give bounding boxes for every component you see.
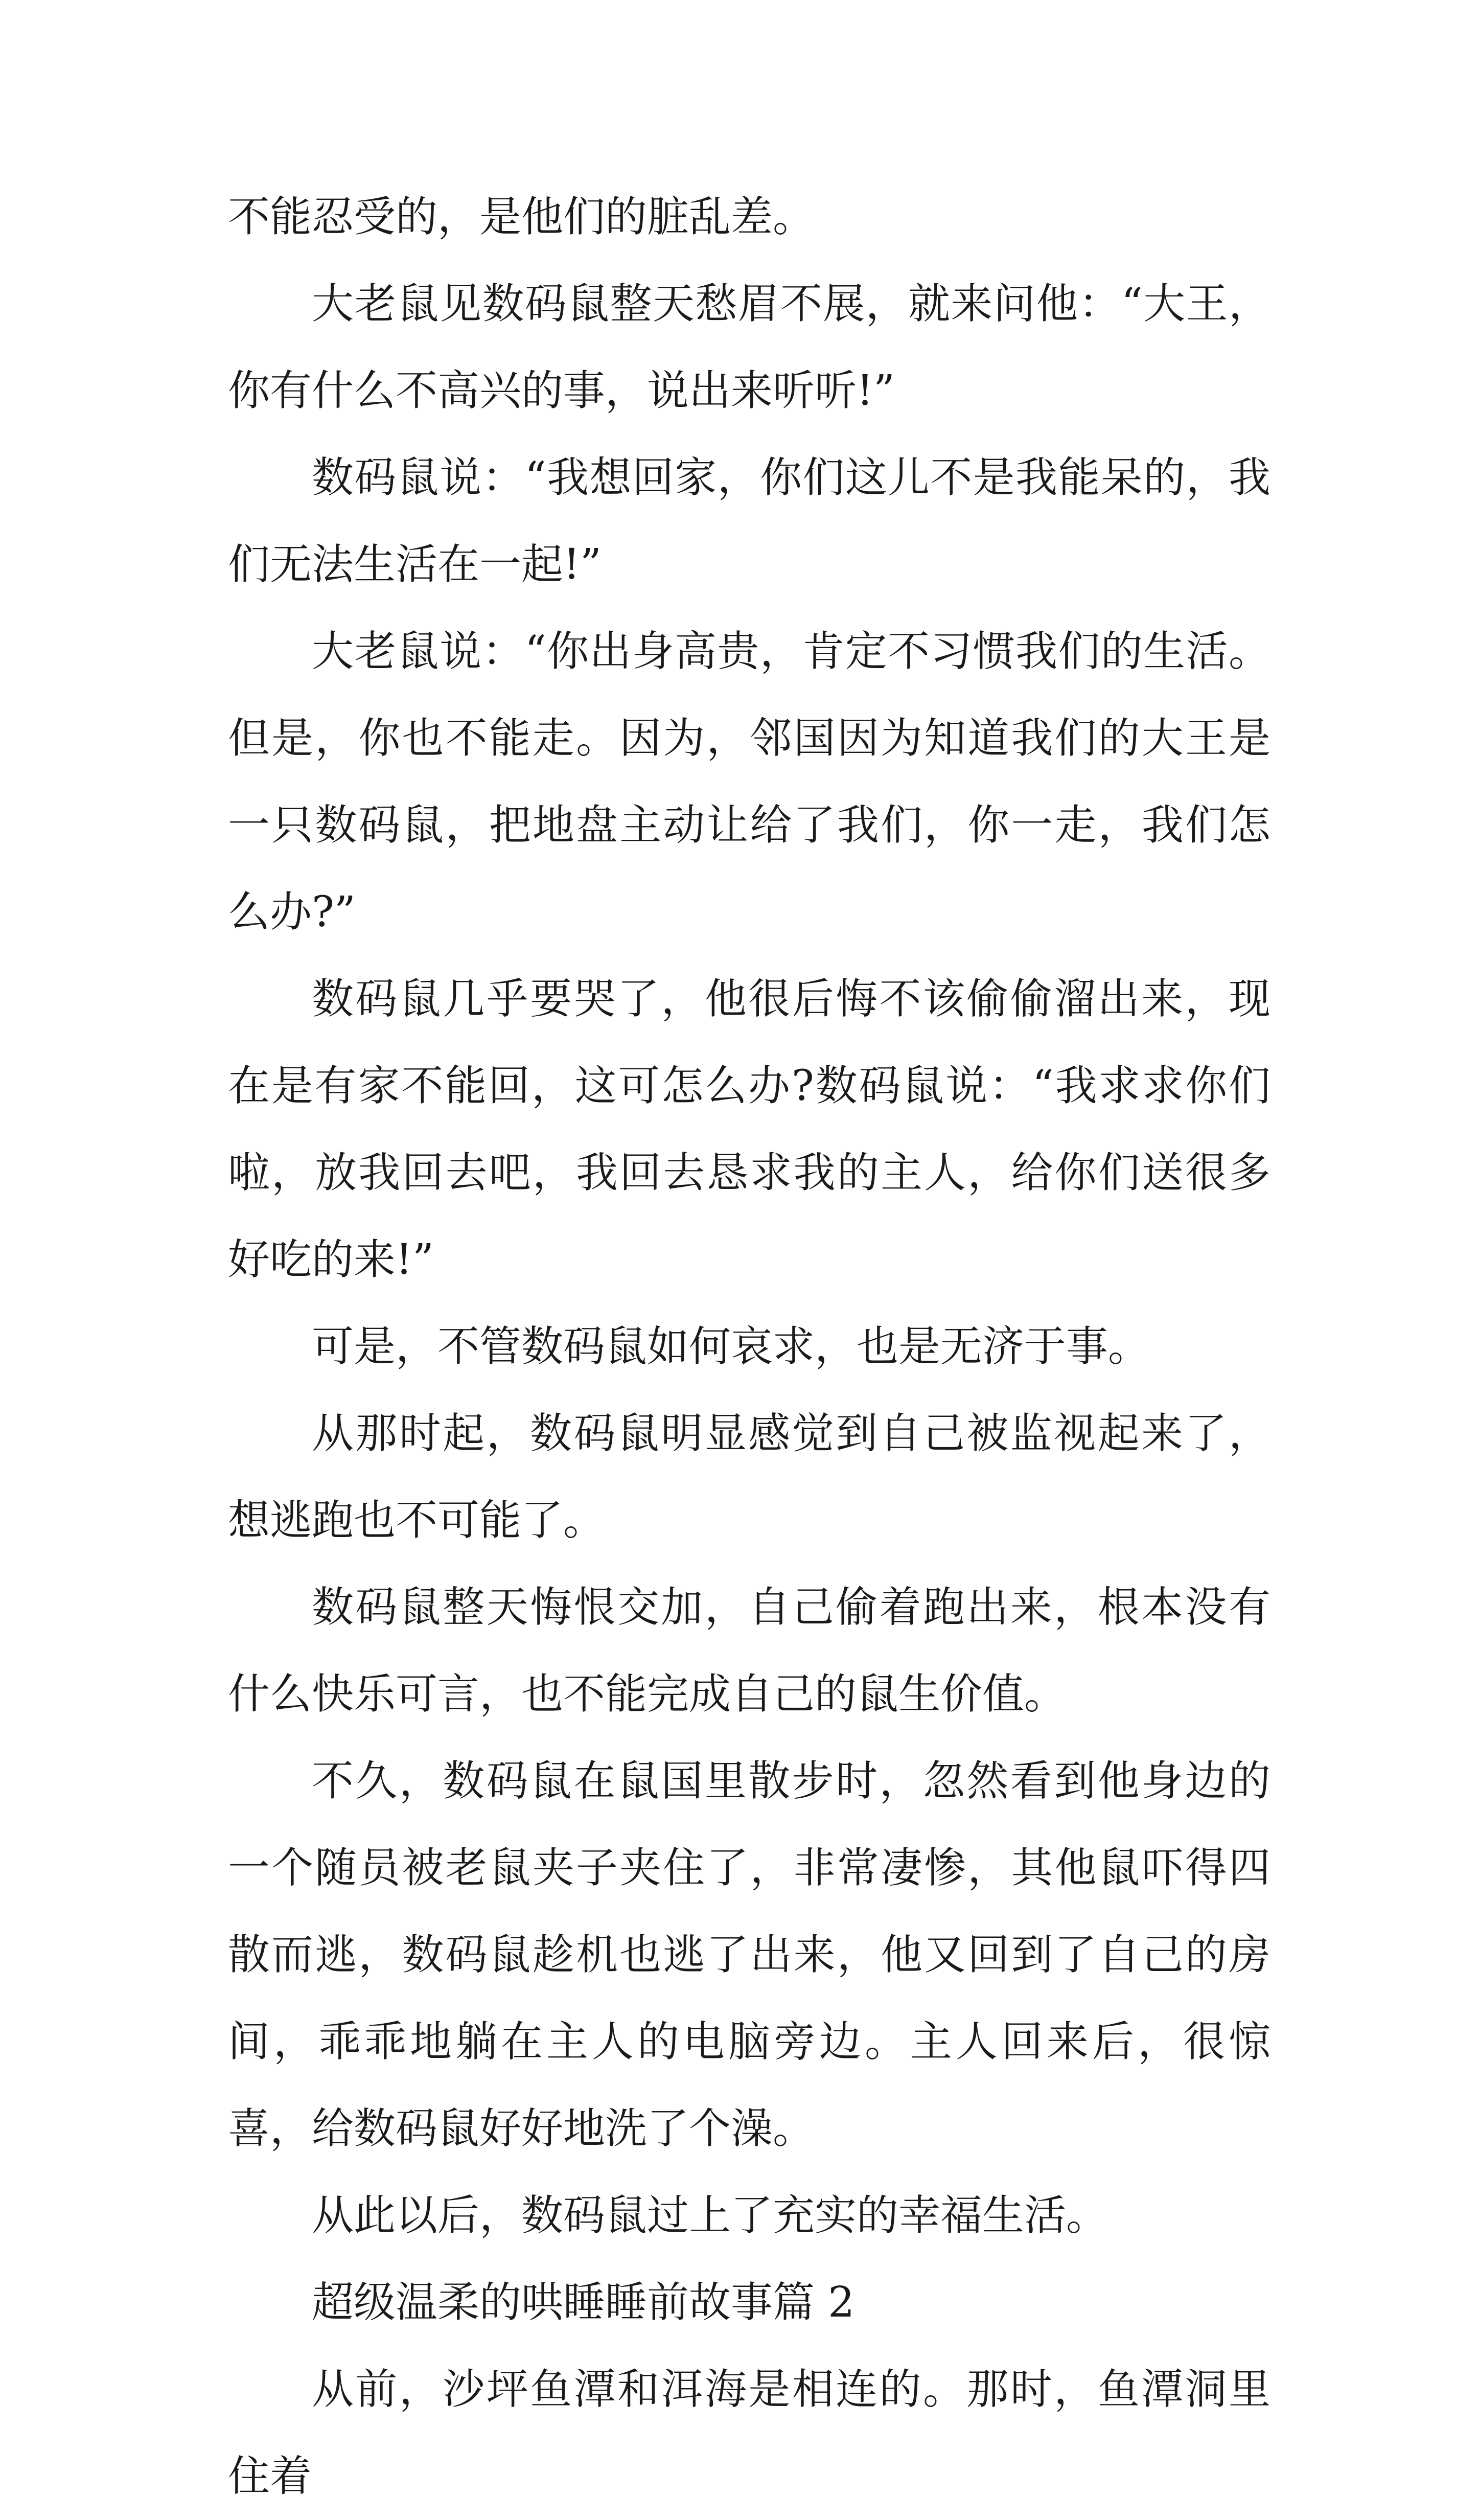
paragraph: 从此以后，数码鼠过上了充实的幸福生活。 [312, 2191, 1108, 2240]
section-heading: 超级温柔的哄睡睡前故事篇 2 [312, 2278, 855, 2327]
paragraph: 数码鼠几乎要哭了，他很后悔不该偷偷溜出来，现在是有家不能回，这可怎么办?数码鼠说：“我求求你们啦，放我回去吧，我回去恳求我的主人，给你们送很多好吃的来!” [228, 975, 1270, 1284]
paragraph: 从那时起，数码鼠明显感觉到自己被监视起来了，想逃跑也不可能了。 [228, 1409, 1270, 1545]
paragraph: 数码鼠整天悔恨交加，自己偷着跑出来，根本没有什么快乐可言，也不能完成自己的鼠生价值。 [228, 1583, 1270, 1719]
paragraph: 大老鼠说：“你出身高贵，肯定不习惯我们的生活。但是，你也不能走。因为，邻国因为知道我们的大王是一只数码鼠，把地盘主动让给了我们，你一走，我们怎么办?” [228, 627, 1270, 936]
paragraph: 数码鼠说：“我想回家，你们这儿不是我能呆的，我们无法生活在一起!” [228, 453, 1270, 589]
paragraph: 不能忍受的，是他们的脏乱差。 [228, 193, 815, 241]
paragraph: 不久，数码鼠在鼠国里散步时，忽然看到他身边的一个随员被老鼠夹子夹住了，非常凄惨，其他鼠吓得四散而逃，数码鼠趁机也逃了出来，他又回到了自己的房间，乖乖地躺在主人的电脑旁边。主人回来后，很惊喜，给数码鼠好好地洗了个澡。 [228, 1757, 1270, 2153]
paragraph: 大老鼠见数码鼠整天愁眉不展，就来问他：“大王，你有什么不高兴的事，说出来听听!” [228, 280, 1270, 415]
document-body [228, 174, 1270, 2520]
paragraph: 从前，沙坪鱼潭和洱海是相连的。那时，鱼潭洞里住着 [228, 2365, 1270, 2501]
paragraph: 可是，不管数码鼠如何哀求，也是无济于事。 [312, 1322, 1150, 1371]
